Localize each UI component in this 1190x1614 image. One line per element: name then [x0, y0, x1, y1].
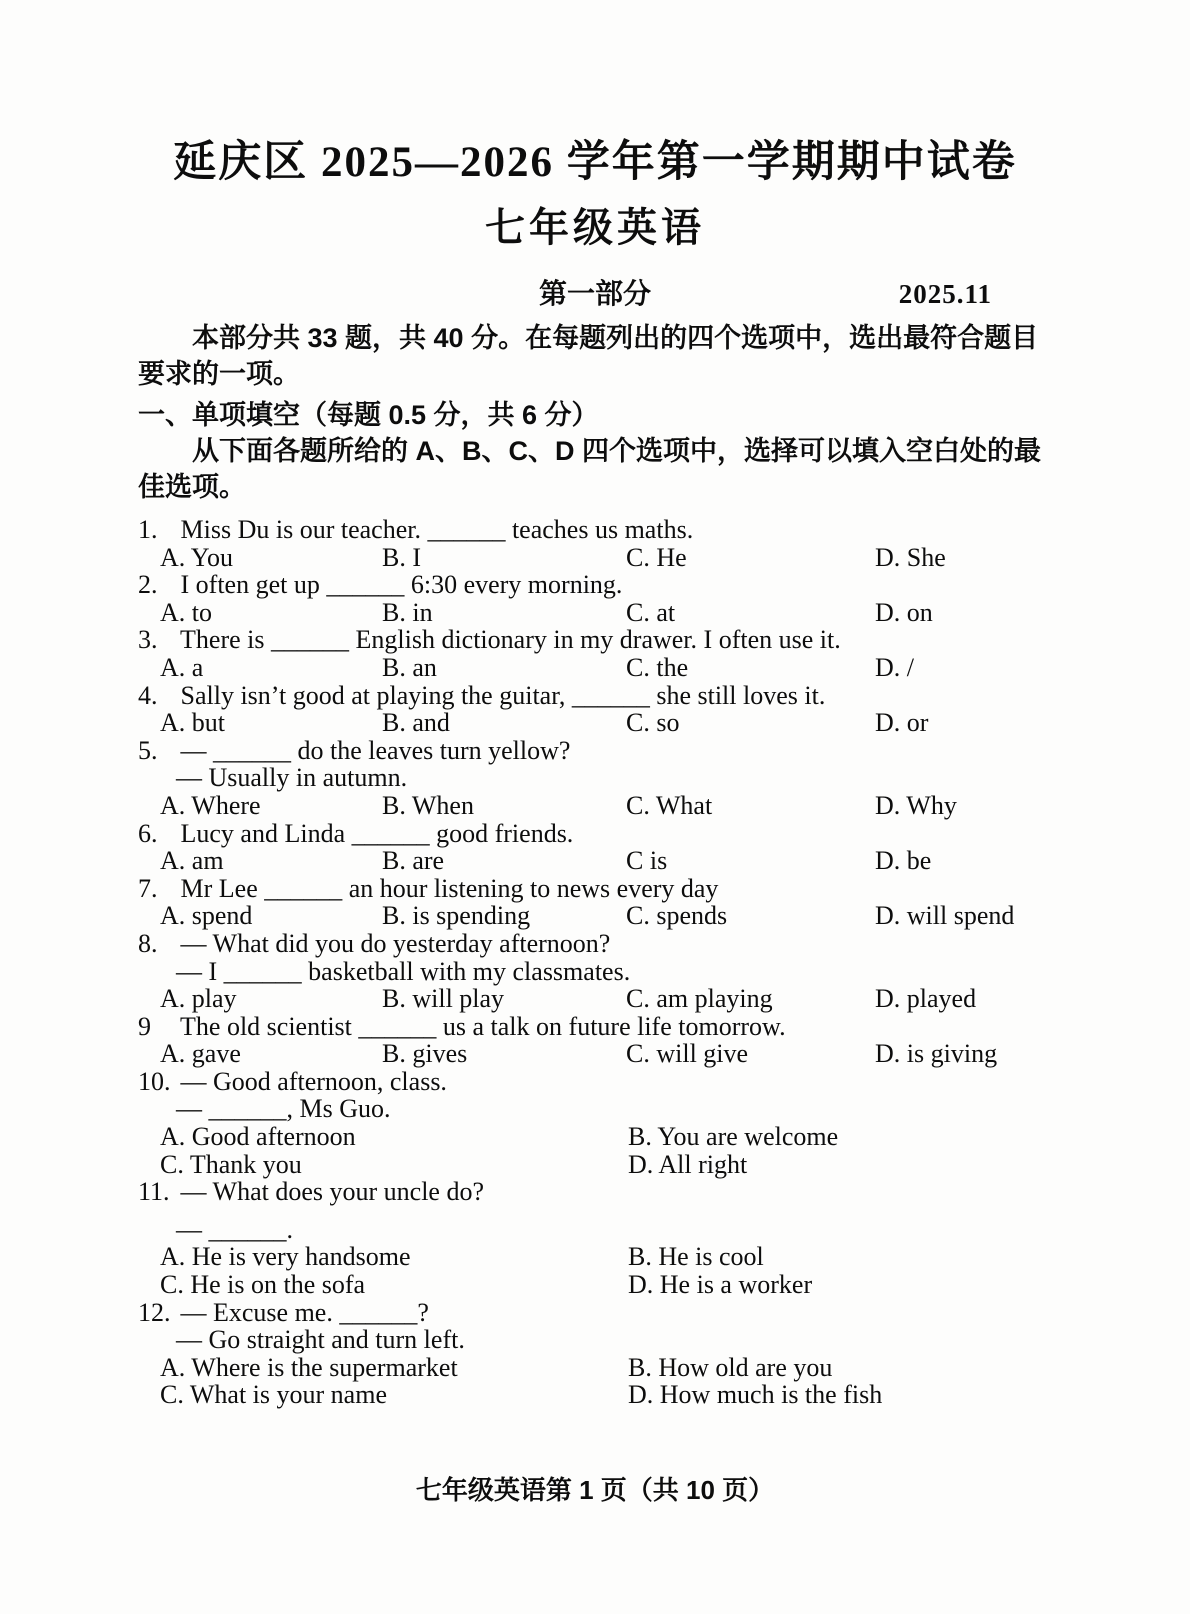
option-a: A. Good afternoon — [160, 1122, 356, 1152]
question-options — [138, 985, 1052, 1013]
question-stem: 9 The old scientist ______ us a talk on future life tomorrow. — [138, 1011, 786, 1041]
option-b: B. an — [382, 652, 437, 682]
option-b: B. gives — [382, 1039, 468, 1069]
question-1 — [138, 516, 1052, 571]
option-d: D. All right — [628, 1149, 748, 1179]
option-b: B. will play — [382, 984, 505, 1014]
exam-title: 延庆区 2025—2026 学年第一学期期中试卷 — [173, 139, 1017, 186]
option-b: B. is spending — [382, 901, 531, 931]
option-a: A. spend — [160, 901, 253, 931]
question-options — [138, 709, 1052, 737]
question-9 — [138, 1013, 1052, 1068]
question-options — [138, 1243, 1052, 1298]
question-number: 3. — [138, 625, 158, 655]
option-d: D. be — [875, 846, 932, 876]
option-d: D. or — [875, 708, 929, 738]
option-d: D. played — [875, 984, 977, 1014]
option-a: A. Where is the supermarket — [160, 1352, 458, 1382]
option-a: A. He is very handsome — [160, 1242, 411, 1272]
option-b: B. I — [382, 542, 421, 572]
option-d: D. Why — [875, 790, 957, 820]
question-stem: 5. — ______ do the leaves turn yellow? — [138, 735, 571, 765]
option-b: B. in — [382, 597, 433, 627]
question-options — [138, 544, 1052, 572]
option-d: D. How much is the fish — [628, 1380, 883, 1410]
option-a: A. a — [160, 652, 204, 682]
question-stem: 12. — Excuse me. ______? — [138, 1297, 429, 1327]
question-11 — [138, 1178, 1052, 1298]
question-stem: 4. Sally isn’t good at playing the guitar, ______ she still loves it. — [138, 680, 826, 710]
question-stem: 11. — What does your uncle do? — [138, 1177, 484, 1207]
option-c: C. will give — [626, 1039, 749, 1069]
exam-subtitle: 七年级英语 — [485, 205, 705, 250]
option-c: C. What is your name — [160, 1380, 387, 1410]
option-c: C. the — [626, 652, 689, 682]
option-a: A. You — [160, 542, 233, 572]
question-10 — [138, 1068, 1052, 1178]
question-options — [138, 1123, 1052, 1178]
question-number: 1. — [138, 515, 158, 544]
question-stem: 8. — What did you do yesterday afternoon? — [138, 928, 611, 958]
option-c: C. He — [626, 542, 687, 572]
option-b: B. How old are you — [628, 1352, 833, 1382]
question-options — [138, 902, 1052, 930]
question-stem: 1. Miss Du is our teacher. ______ teaches us maths. — [138, 515, 694, 544]
section-one-heading: 一、单项填空（每题 0.5 分，共 6 分） — [138, 400, 599, 430]
question-stem: 7. Mr Lee ______ an hour listening to news every day — [138, 873, 719, 903]
option-c: C is — [626, 846, 668, 876]
option-d: D. on — [875, 597, 933, 627]
question-number: 6. — [138, 818, 158, 848]
question-stem: 10. — Good afternoon, class. — [138, 1066, 447, 1096]
exam-date: 2025.11 — [898, 279, 992, 309]
question-number: 10. — [138, 1066, 171, 1096]
option-b: B. and — [382, 708, 450, 738]
question-options — [138, 599, 1052, 627]
question-12 — [138, 1299, 1052, 1409]
question-options — [138, 1040, 1052, 1068]
section-one-instructions: 从下面各题所给的 A、B、C、D 四个选项中，选择可以填入空白处的最佳选项。 — [138, 436, 1041, 502]
question-stem-reply: — ______, Ms Guo. — [176, 1094, 391, 1124]
question-stem: 3. There is ______ English dictionary in my drawer. I often use it. — [138, 625, 841, 655]
question-stem-reply: — Usually in autumn. — [176, 763, 408, 793]
part-heading: 第一部分 — [538, 278, 651, 309]
option-c: C. so — [626, 708, 680, 738]
page-footer: 七年级英语第 1 页（共 10 页） — [415, 1475, 775, 1505]
question-options — [138, 654, 1052, 682]
question-options — [138, 1354, 1052, 1409]
option-b: B. You are welcome — [628, 1122, 839, 1152]
question-stem-reply: — I ______ basketball with my classmates. — [176, 956, 631, 986]
question-list — [138, 516, 1052, 1409]
part-heading-row — [138, 276, 1052, 312]
option-c: C. am playing — [626, 984, 773, 1014]
option-d: D. She — [875, 542, 946, 572]
question-2 — [138, 571, 1052, 626]
option-d: D. / — [875, 652, 914, 682]
question-number: 8. — [138, 928, 158, 958]
option-d: D. is giving — [875, 1039, 998, 1069]
option-c: C. Thank you — [160, 1149, 302, 1179]
question-5 — [138, 737, 1052, 820]
option-a: A. but — [160, 708, 225, 738]
question-stem-reply: — ______. — [176, 1214, 293, 1244]
question-3 — [138, 626, 1052, 681]
question-6 — [138, 820, 1052, 875]
question-8 — [138, 930, 1052, 1013]
question-stem: 6. Lucy and Linda ______ good friends. — [138, 818, 574, 848]
question-number: 2. — [138, 570, 158, 600]
option-a: A. Where — [160, 790, 261, 820]
option-c: C. spends — [626, 901, 728, 931]
option-c: C. at — [626, 597, 676, 627]
option-a: A. am — [160, 846, 224, 876]
option-d: D. He is a worker — [628, 1270, 813, 1300]
question-number: 12. — [138, 1297, 171, 1327]
question-options — [138, 847, 1052, 875]
option-a: A. gave — [160, 1039, 241, 1069]
option-b: B. He is cool — [628, 1242, 764, 1272]
option-a: A. to — [160, 597, 212, 627]
question-number: 5. — [138, 735, 158, 765]
question-number: 4. — [138, 680, 158, 710]
question-stem-reply: — Go straight and turn left. — [176, 1325, 465, 1355]
question-4 — [138, 682, 1052, 737]
question-stem: 2. I often get up ______ 6:30 every morning. — [138, 570, 623, 600]
question-7 — [138, 875, 1052, 930]
part-intro: 本部分共 33 题，共 40 分。在每题列出的四个选项中，选出最符合题目要求的一项。 — [138, 323, 1039, 389]
option-c: C. What — [626, 790, 713, 820]
question-options — [138, 792, 1052, 820]
question-number: 9 — [138, 1011, 151, 1041]
option-b: B. When — [382, 790, 474, 820]
question-number: 11. — [138, 1177, 170, 1207]
option-d: D. will spend — [875, 901, 1015, 931]
option-b: B. are — [382, 846, 445, 876]
question-number: 7. — [138, 873, 158, 903]
option-c: C. He is on the sofa — [160, 1270, 366, 1300]
option-a: A. play — [160, 984, 237, 1014]
